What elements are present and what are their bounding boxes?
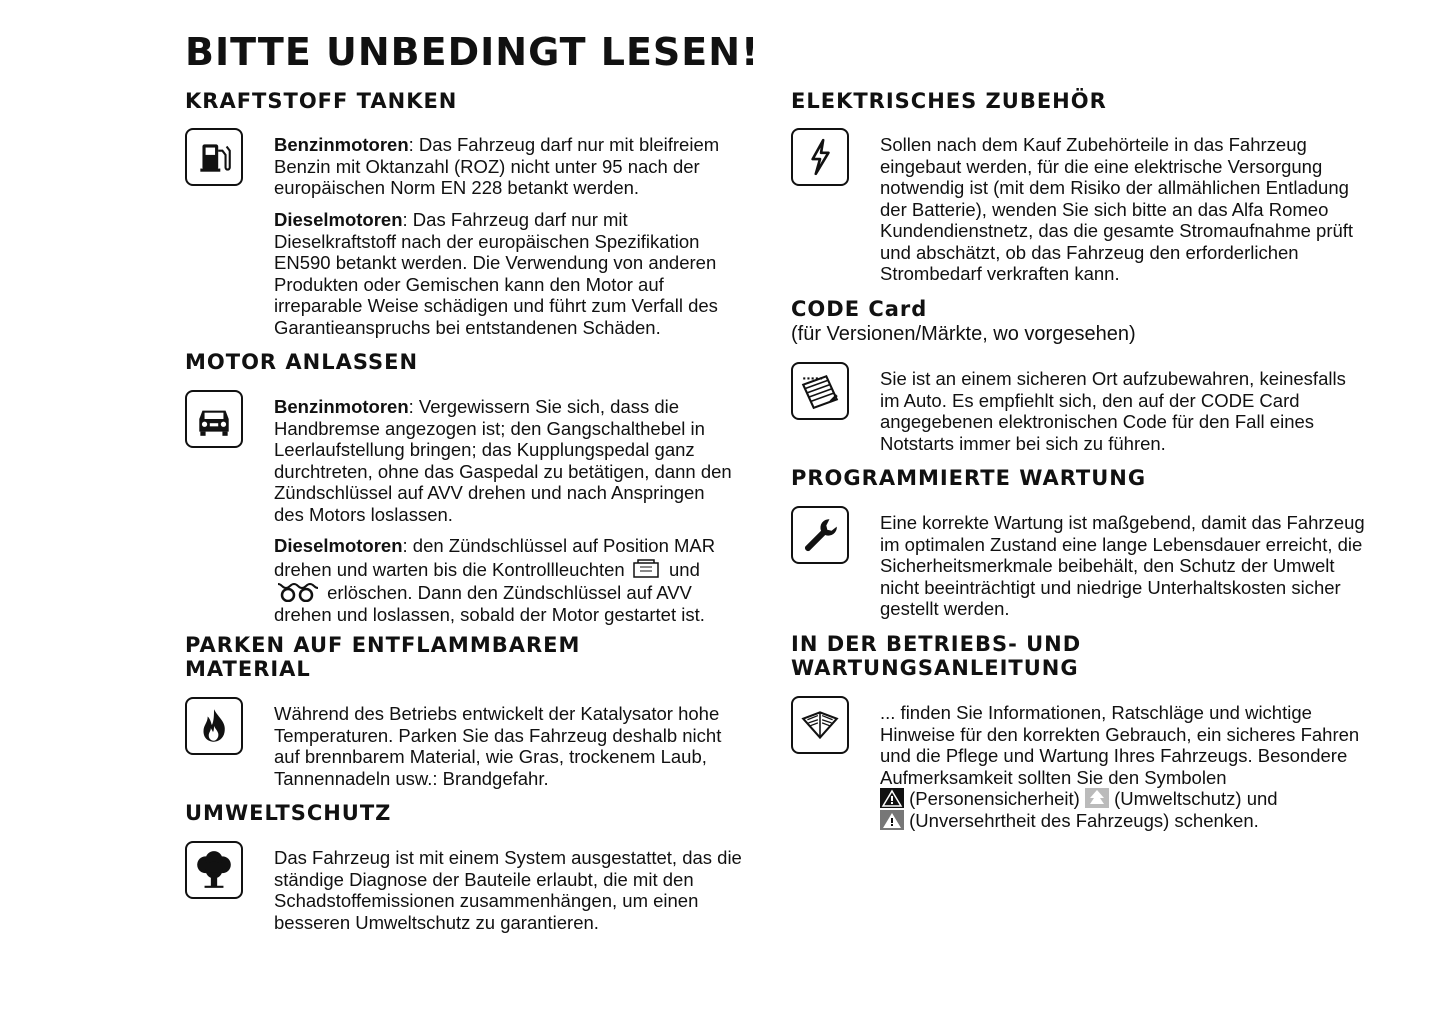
maintenance-text: Eine korrekte Wartung ist maßgebend, damit das Fahrzeug im optimalen Zustand eine lange Lebensdauer erreicht, die Sicherheitsmerkmale beibehält, den Schutz der Umwelt nicht beeinträchtigt und niedrige Unterhaltskosten sicher gestellt werden. [880,512,1365,619]
start-diesel-body-b: und [669,558,700,580]
heading-manual: IN DER BETRIEBS- UND WARTUNGSANLEITUNG [791,632,1082,680]
manual-text-b: (Personensicherheit) [909,788,1080,809]
fuel-diesel-body: : Das Fahrzeug darf nur mit Dieselkraftstoff nach der europäischen Spezifikation EN590 betankt werden. Die Verwendung von anderen Produkten oder Gemischen kann den Motor auf irreparable Weise schädigen und führt zum Verfall des Garantieanspruchs bei entstandenen Schäden. [274,209,718,338]
glow-plug-icon [274,580,322,602]
start-diesel-body-c: erlöschen. Dann den Zündschlüssel auf AVV drehen und loslassen, sobald der Motor gestartet ist. [274,582,705,625]
open-book-icon [791,696,849,754]
lightning-icon [791,128,849,186]
car-front-icon [185,390,243,448]
fuel-diesel-text [274,209,754,338]
code-card-text: Sie ist an einem sicheren Ort aufzubewahren, keinesfalls im Auto. Es empfiehlt sich, den auf der CODE Card angegebenen elektronischen Code für den Fall eines Notstarts immer bei sich zu führen. [880,368,1346,454]
warning-vehicle-icon [880,810,904,830]
heading-start: MOTOR ANLASSEN [185,350,419,374]
start-petrol-body: : Vergewissern Sie sich, dass die Handbremse angezogen ist; den Gangschalthebel in Leerlaufstellung bringen; das Kupplungspedal ganz durchtreten, ohne das Gaspedal zu betätigen, dann den Zündschlüssel auf AVV drehen und nach Anspringen des Motors loslassen. [274,396,732,525]
manual-text-c: (Umweltschutz) und [1114,788,1278,809]
fuel-pump-icon [185,128,243,186]
wrench-icon [791,506,849,564]
start-petrol-label: Benzinmotoren [274,396,409,417]
heading-electrical: ELEKTRISCHES ZUBEHÖR [791,89,1107,113]
environment-protection-icon [1085,788,1109,808]
environment-text: Das Fahrzeug ist mit einem System ausgestattet, das die ständige Diagnose der Bauteile erlaubt, die mit den Schadstoffemissionen zusammenhängen, um einen besseren Umweltschutz zu garantieren. [274,847,742,933]
heading-environment: UMWELTSCHUTZ [185,801,392,825]
fuel-diesel-label: Dieselmotoren [274,209,403,230]
fuel-petrol-body: : Das Fahrzeug darf nur mit bleifreiem Benzin mit Oktanzahl (ROZ) nicht unter 95 nach der europäischen Norm EN 228 betankt werden. [274,134,720,198]
fuel-petrol-text [274,134,754,199]
notepad-icon [791,362,849,420]
start-diesel-text [274,535,749,625]
heading-code-card: CODE Card [791,297,928,321]
heading-fuel: KRAFTSTOFF TANKEN [185,89,458,113]
heading-maintenance: PROGRAMMIERTE WARTUNG [791,466,1147,490]
flame-icon [185,697,243,755]
page-title: BITTE UNBEDINGT LESEN! [185,30,760,74]
warning-person-icon [880,788,904,808]
start-petrol-text [274,396,734,525]
heading-parking: PARKEN AUF ENTFLAMMBAREM MATERIAL [185,633,581,681]
warning-lamp-icon [630,557,664,579]
electrical-text: Sollen nach dem Kauf Zubehörteile in das Fahrzeug eingebaut werden, für die eine elektrische Versorgung notwendig ist (mit dem Risiko der allmählichen Entladung der Batterie), wenden Sie sich bitte an das Alfa Romeo Kundendienstnetz, das die gesamte Stromaufnahme prüft und abschätzt, ob das Fahrzeug den erforderlichen Strombedarf verkraften kann. [880,134,1354,284]
manual-text [880,702,1360,831]
start-diesel-label: Dieselmotoren [274,535,403,556]
parking-text: Während des Betriebs entwickelt der Katalysator hohe Temperaturen. Parken Sie das Fahrzeug deshalb nicht auf brennbarem Material, wie Gras, trockenem Laub, Tannennadeln usw.: Brandgefahr. [274,703,722,789]
code-card-subheading: (für Versionen/Märkte, wo vorgesehen) [791,323,1136,345]
manual-text-a: ... finden Sie Informationen, Ratschläge und wichtige Hinweise für den korrekten Gebrauch, ein sicheres Fahren und die Pflege und Wartung Ihres Fahrzeugs. Besondere Aufmerksamkeit sollten Sie den Symbolen [880,702,1360,788]
manual-text-d: (Unversehrtheit des Fahrzeugs) schenken. [909,809,1259,831]
tree-icon [185,841,243,899]
start-diesel-body-a: : den Zündschlüssel auf Position MAR drehen und warten bis die Kontrollleuchten [274,535,716,580]
fuel-petrol-label: Benzinmotoren [274,134,409,155]
